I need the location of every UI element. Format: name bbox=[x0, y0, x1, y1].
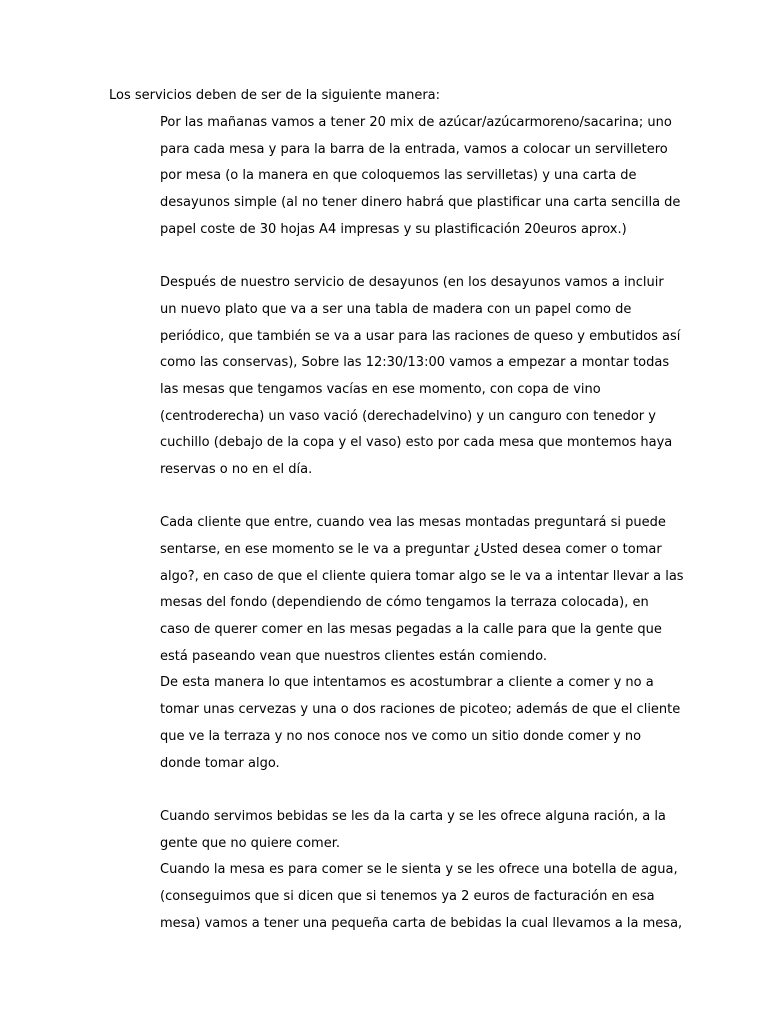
intro-line: Los servicios deben de ser de la siguiente manera: bbox=[109, 88, 441, 103]
text-line: un nuevo plato que va a ser una tabla de madera con un papel como de bbox=[160, 301, 632, 317]
text-line: desayunos simple (al no tener dinero habrá que plastificar una carta sencilla de bbox=[160, 195, 681, 211]
text-line: Cuando la mesa es para comer se le sienta y se les ofrece una botella de agua, bbox=[160, 862, 678, 878]
text-line: (conseguimos que si dicen que si tenemos ya 2 euros de facturación en esa bbox=[160, 888, 655, 904]
text-line: cuchillo (debajo de la copa y el vaso) esto por cada mesa que montemos haya bbox=[160, 435, 673, 451]
text-line: sentarse, en ese momento se le va a preguntar ¿Usted desea comer o tomar bbox=[160, 542, 662, 557]
text-line: papel coste de 30 hojas A4 impresas y su plastificación 20euros aprox.) bbox=[160, 221, 627, 237]
text-line: las mesas que tengamos vacías en ese momento, con copa de vino bbox=[160, 381, 601, 397]
document-body bbox=[160, 114, 684, 941]
text-line: algo?, en caso de que el cliente quiera tomar algo se le va a intentar llevar a las bbox=[160, 568, 684, 584]
text-line: De esta manera lo que intentamos es acostumbrar a cliente a comer y no a bbox=[160, 675, 654, 691]
text-line: tomar unas cervezas y una o dos raciones de picoteo; además de que el cliente bbox=[160, 702, 681, 718]
text-line: donde tomar algo. bbox=[160, 755, 280, 771]
blank-line bbox=[160, 488, 680, 515]
text-line: Por las mañanas vamos a tener 20 mix de azúcar/azúcarmoreno/sacarina; uno bbox=[160, 115, 672, 130]
text-line: mesa) vamos a tener una pequeña carta de bebidas la cual llevamos a la mesa, bbox=[160, 915, 683, 931]
text-line: Cada cliente que entre, cuando vea las mesas montadas preguntará si puede bbox=[160, 515, 666, 531]
blank-line bbox=[160, 247, 680, 274]
text-line: caso de querer comer en las mesas pegadas a la calle para que la gente que bbox=[160, 622, 662, 638]
blank-line bbox=[160, 781, 680, 808]
text-line: (centroderecha) un vaso vació (derechadelvino) y un canguro con tenedor y bbox=[160, 408, 656, 424]
text-line: Cuando servimos bebidas se les da la carta y se les ofrece alguna ración, a la bbox=[160, 808, 666, 824]
text-line: reservas o no en el día. bbox=[160, 461, 313, 477]
text-line: periódico, que también se va a usar para las raciones de queso y embutidos así bbox=[160, 328, 681, 344]
text-line: Después de nuestro servicio de desayunos (en los desayunos vamos a incluir bbox=[160, 275, 664, 291]
text-line: por mesa (o la manera en que coloquemos las servilletas) y una carta de bbox=[160, 168, 637, 184]
text-line: como las conservas), Sobre las 12:30/13:00 vamos a empezar a montar todas bbox=[160, 355, 670, 371]
text-line: está paseando vean que nuestros clientes están comiendo. bbox=[160, 648, 547, 664]
text-line: que ve la terraza y no nos conoce nos ve como un sitio donde comer y no bbox=[160, 728, 642, 744]
text-line: mesas del fondo (dependiendo de cómo tengamos la terraza colocada), en bbox=[160, 595, 649, 611]
text-line: para cada mesa y para la barra de la entrada, vamos a colocar un servilletero bbox=[160, 141, 668, 157]
text-line: gente que no quiere comer. bbox=[160, 835, 341, 851]
